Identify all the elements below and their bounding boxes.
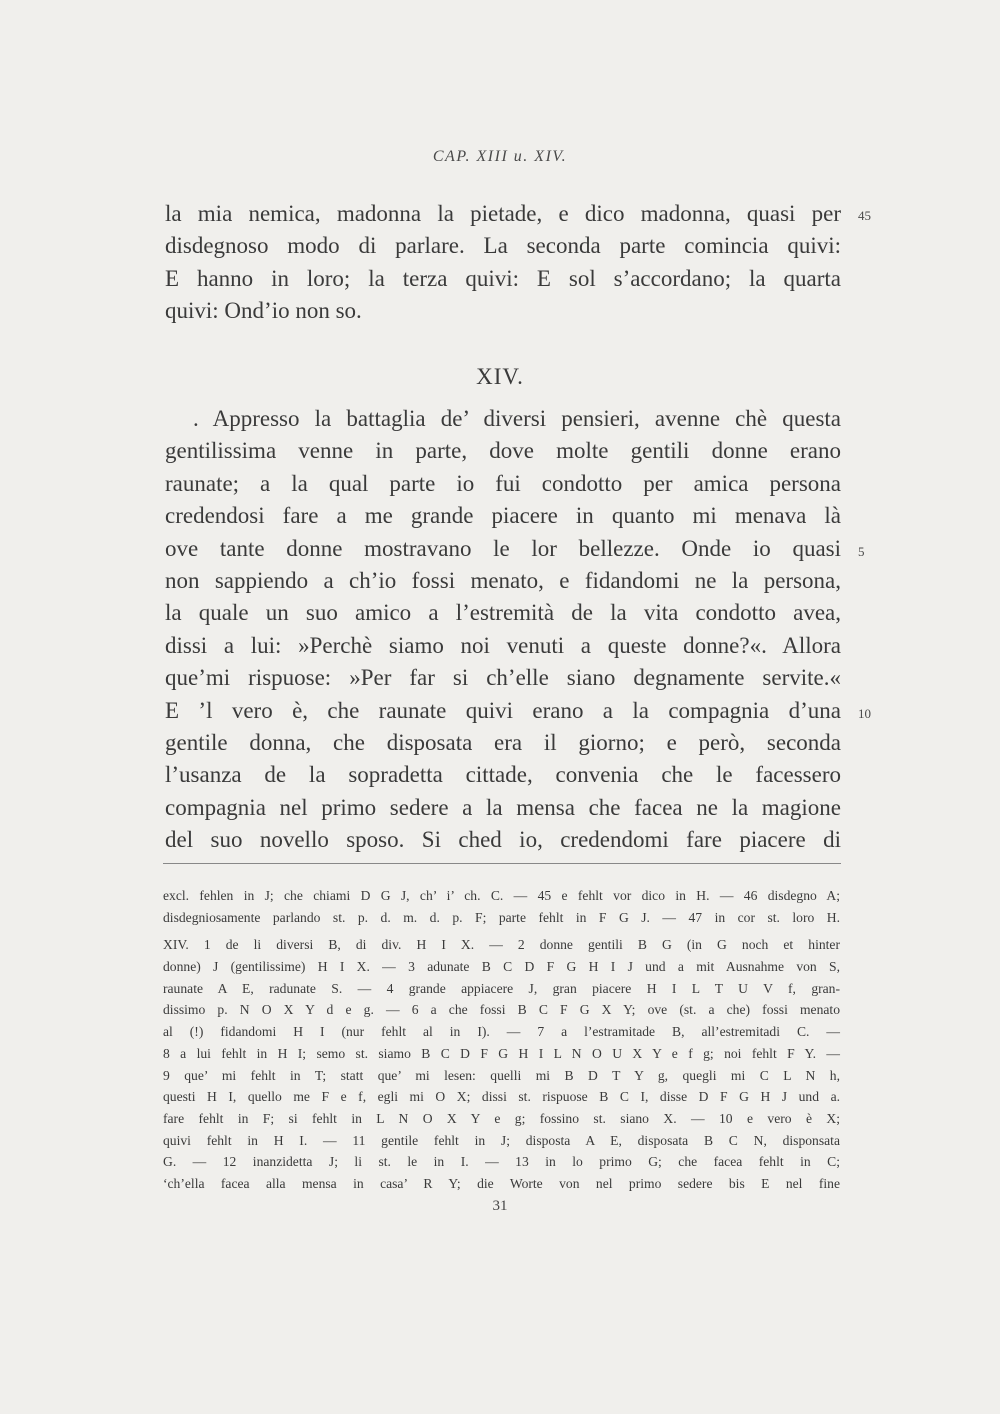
text-line: gentilissima venne in parte, dove molte gentili donne erano [165, 438, 841, 464]
text-line: raunate; a la qual parte io fui condotto per amica persona [165, 470, 841, 496]
margin-line-number: 10 [858, 706, 871, 721]
text-line: la quale un suo amico a l’estremità de la vita condotto avea, [165, 600, 841, 626]
main-text-block-1 [165, 198, 841, 328]
page-number: 31 [492, 1198, 508, 1214]
text-line: E ’l vero è, che raunate quivi erano a la compagnia d’una [165, 697, 841, 723]
running-head: CAP. XIII u. XIV. [432, 148, 568, 165]
apparatus-line: disdegniosamente parlando st. p. d. m. d. p. F; parte fehlt in F G J. — 47 in cor st. loro H. [163, 909, 840, 925]
margin-line-number: 45 [858, 208, 871, 223]
text-line: del suo novello sposo. Si ched io, credendomi fare piacere di [165, 827, 841, 853]
text-line: quivi: Ond’io non so. [165, 298, 362, 324]
text-line: gentile donna, che disposata era il giorno; e però, seconda [165, 729, 841, 755]
apparatus-line: raunate A E, radunate S. — 4 grande appiacere J, gran piacere H I L T U V f, gran- [163, 980, 840, 996]
apparatus-line: questi H I, quello me F e f, egli mi O X; dissi st. rispuose B C I, disse D F G H J und a. [163, 1089, 840, 1105]
apparatus-line: ‘ch’ella facea alla mensa in casa’ R Y; die Worte von nel primo sedere bis E nel fine [163, 1175, 840, 1191]
text-line: la mia nemica, madonna la pietade, e dico madonna, quasi per [165, 201, 841, 226]
section-heading: XIV. [476, 364, 524, 389]
text-line: non sappiendo a ch’io fossi menato, e fidandomi ne la persona, [165, 567, 841, 593]
apparatus-line: XIV. 1 de li diversi B, di div. H I X. — 2 donne gentili B G (in G noch et hinter [163, 937, 840, 953]
text-line: ove tante donne mostravano le lor bellezze. Onde io quasi [165, 535, 841, 561]
text-line: l’usanza de la sopradetta cittade, convenia che le facessero [165, 762, 841, 788]
main-text-block-2 [165, 403, 841, 856]
text-line: que’mi rispuose: »Per far si ch’elle siano degnamente servite.« [165, 665, 841, 691]
footnote-rule [163, 863, 841, 864]
apparatus-line: excl. fehlen in J; che chiami D G J, ch’ i’ ch. C. — 45 e fehlt vor dico in H. — 46 disdegno A; [163, 888, 840, 903]
apparatus-line: dissimo p. N O X Y d e g. — 6 a che fossi B C F G X Y; ove (st. a che) fossi menato [163, 1002, 840, 1018]
critical-apparatus [163, 885, 840, 1195]
apparatus-line: donne) J (gentilissime) H I X. — 3 adunate B C D F G H I J und a mit Ausnahme von S, [163, 959, 840, 975]
apparatus-line: 8 a lui fehlt in H I; semo st. siamo B C D F G H I L N O U X Y e f g; noi fehlt F Y. — [163, 1045, 840, 1061]
margin-line-number: 5 [858, 544, 865, 559]
apparatus-line: fare fehlt in F; si fehlt in L N O X Y e g; fossino st. siano X. — 10 e vero è X; [163, 1110, 840, 1126]
apparatus-line: quivi fehlt in H I. — 11 gentile fehlt in J; disposta A E, disposata B C N, disponsata [163, 1132, 840, 1148]
text-line: dissi a lui: »Perchè siamo noi venuti a queste donne?«. Allora [165, 632, 841, 658]
text-line: E hanno in loro; la terza quivi: E sol s’accordano; la quarta [165, 265, 841, 291]
apparatus-line: G. — 12 inanzidetta J; li st. le in I. — 13 in lo primo G; che facea fehlt in C; [163, 1154, 840, 1170]
text-line: compagnia nel primo sedere a la mensa che facea ne la magione [165, 794, 841, 820]
apparatus-line: al (!) fidandomi H I (nur fehlt al in I). — 7 a l’estramitade B, all’estremitadi C. — [163, 1024, 840, 1040]
apparatus-line: 9 que’ mi fehlt in T; statt que’ mi lesen: quelli mi B D T Y g, quegli mi C L N h, [163, 1067, 840, 1083]
text-line: disdegnoso modo di parlare. La seconda parte comincia quivi: [165, 233, 841, 259]
text-line: . Appresso la battaglia de’ diversi pensieri, avenne chè questa [193, 406, 841, 431]
text-line: credendosi fare a me grande piacere in quanto mi menava là [165, 503, 841, 529]
